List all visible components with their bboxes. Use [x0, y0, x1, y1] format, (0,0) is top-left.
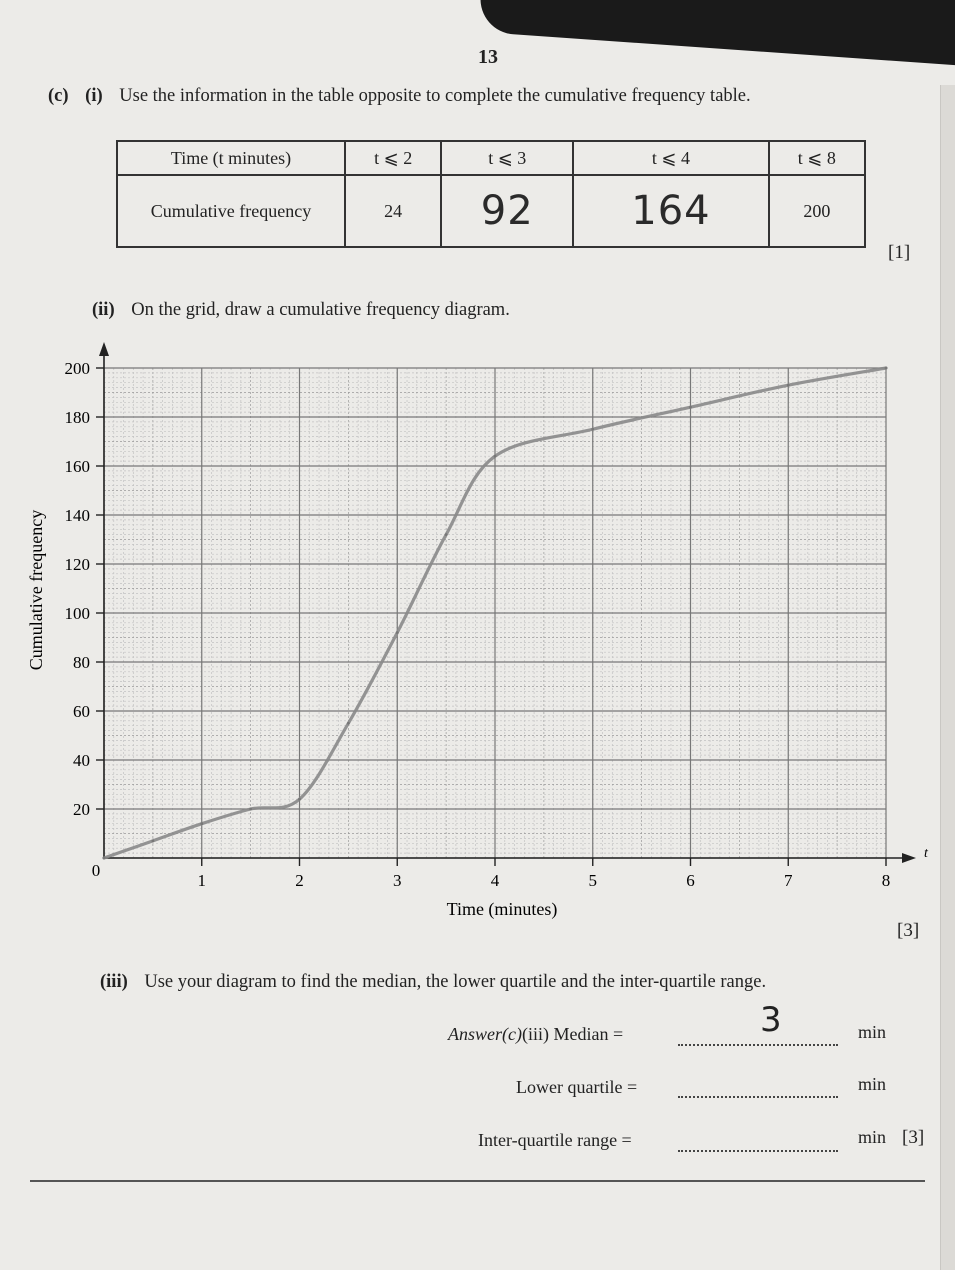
- x-tick-label: 8: [881, 871, 891, 890]
- y-tick-label: 20: [73, 800, 90, 819]
- bottom-divider: [30, 1180, 925, 1182]
- marks-c-ii: [3]: [897, 920, 920, 941]
- answer-prefix: Answer(c): [448, 1024, 522, 1044]
- axis-ticks: [65, 359, 891, 890]
- y-tick-label: 160: [64, 457, 90, 476]
- x-tick-label: 5: [588, 871, 597, 890]
- data-point: [885, 367, 888, 370]
- x-tick-label: 7: [784, 871, 793, 890]
- data-point: [200, 822, 203, 825]
- data-point: [249, 808, 252, 811]
- table-cell-time: t ⩽ 4: [573, 141, 768, 175]
- x-tick-label: 4: [490, 871, 500, 890]
- data-point: [298, 798, 301, 801]
- iqr-unit: min: [858, 1127, 887, 1147]
- x-tick-label: 2: [295, 871, 304, 890]
- y-tick-label: 80: [73, 653, 90, 672]
- y-axis-label: Cumulative frequency: [26, 509, 46, 671]
- marks-c-iii: [3]: [902, 1127, 925, 1148]
- y-tick-label: 40: [73, 751, 90, 770]
- handwritten-value: 164: [631, 188, 711, 235]
- median-label: [448, 1024, 623, 1045]
- page-number: 13: [478, 46, 498, 68]
- data-point: [591, 428, 594, 431]
- median-answer-line[interactable]: [678, 1044, 838, 1046]
- lower-quartile-unit: min: [858, 1074, 887, 1094]
- data-point: [151, 839, 154, 842]
- median-unit: min: [858, 1022, 887, 1042]
- data-point: [347, 722, 350, 725]
- y-tick-label: 180: [64, 408, 90, 427]
- data-point: [396, 631, 399, 634]
- question-text: On the grid, draw a cumulative frequency diagram.: [131, 300, 510, 320]
- table-header-time: Time (t minutes): [117, 141, 345, 175]
- data-point: [787, 384, 790, 387]
- lower-quartile-label: Lower quartile =: [516, 1077, 638, 1097]
- table-cell-time: t ⩽ 2: [345, 141, 441, 175]
- sub-label: (i): [85, 86, 103, 106]
- marks-c-i: [1]: [888, 242, 911, 263]
- x-axis-label: Time (minutes): [446, 899, 558, 919]
- y-tick-label: 140: [64, 506, 90, 525]
- table-header-cf: Cumulative frequency: [117, 175, 345, 247]
- y-tick-label: 200: [64, 359, 90, 378]
- handwritten-value: 92: [480, 188, 534, 235]
- x-tick-label: 1: [197, 871, 206, 890]
- sub-label: (iii): [100, 972, 128, 992]
- iqr-label: Inter-quartile range =: [478, 1130, 632, 1150]
- data-point: [494, 455, 497, 458]
- data-point: [689, 406, 692, 409]
- x-axis-arrow: [902, 853, 916, 863]
- data-point: [445, 533, 448, 536]
- part-label: (c): [48, 86, 69, 106]
- x-tick-label: 3: [393, 871, 402, 890]
- table-cell-cf: 24: [345, 175, 441, 247]
- sub-label: (ii): [92, 300, 115, 320]
- table-cell-time: t ⩽ 8: [769, 141, 865, 175]
- question-c-iii: [100, 972, 766, 993]
- lower-quartile-answer-line[interactable]: [678, 1096, 838, 1098]
- iqr-answer-line[interactable]: [678, 1150, 838, 1152]
- question-text: Use the information in the table opposite to complete the cumulative frequency table.: [119, 86, 751, 106]
- x-tick-label: 0: [91, 861, 101, 880]
- y-tick-label: 100: [64, 604, 90, 623]
- x-axis-letter: t: [924, 846, 928, 861]
- median-handwritten: 3: [760, 1000, 782, 1040]
- y-axis-arrow: [99, 342, 109, 356]
- question-text: Use your diagram to find the median, the lower quartile and the inter-quartile range.: [144, 972, 767, 992]
- table-cell-time: t ⩽ 3: [441, 141, 573, 175]
- data-point: [103, 857, 106, 860]
- table-cell-cf: 200: [769, 175, 865, 247]
- answer-prefix-tail: (iii) Median =: [521, 1024, 624, 1044]
- y-tick-label: 60: [73, 702, 90, 721]
- x-tick-label: 6: [686, 871, 695, 890]
- y-tick-label: 120: [64, 555, 90, 574]
